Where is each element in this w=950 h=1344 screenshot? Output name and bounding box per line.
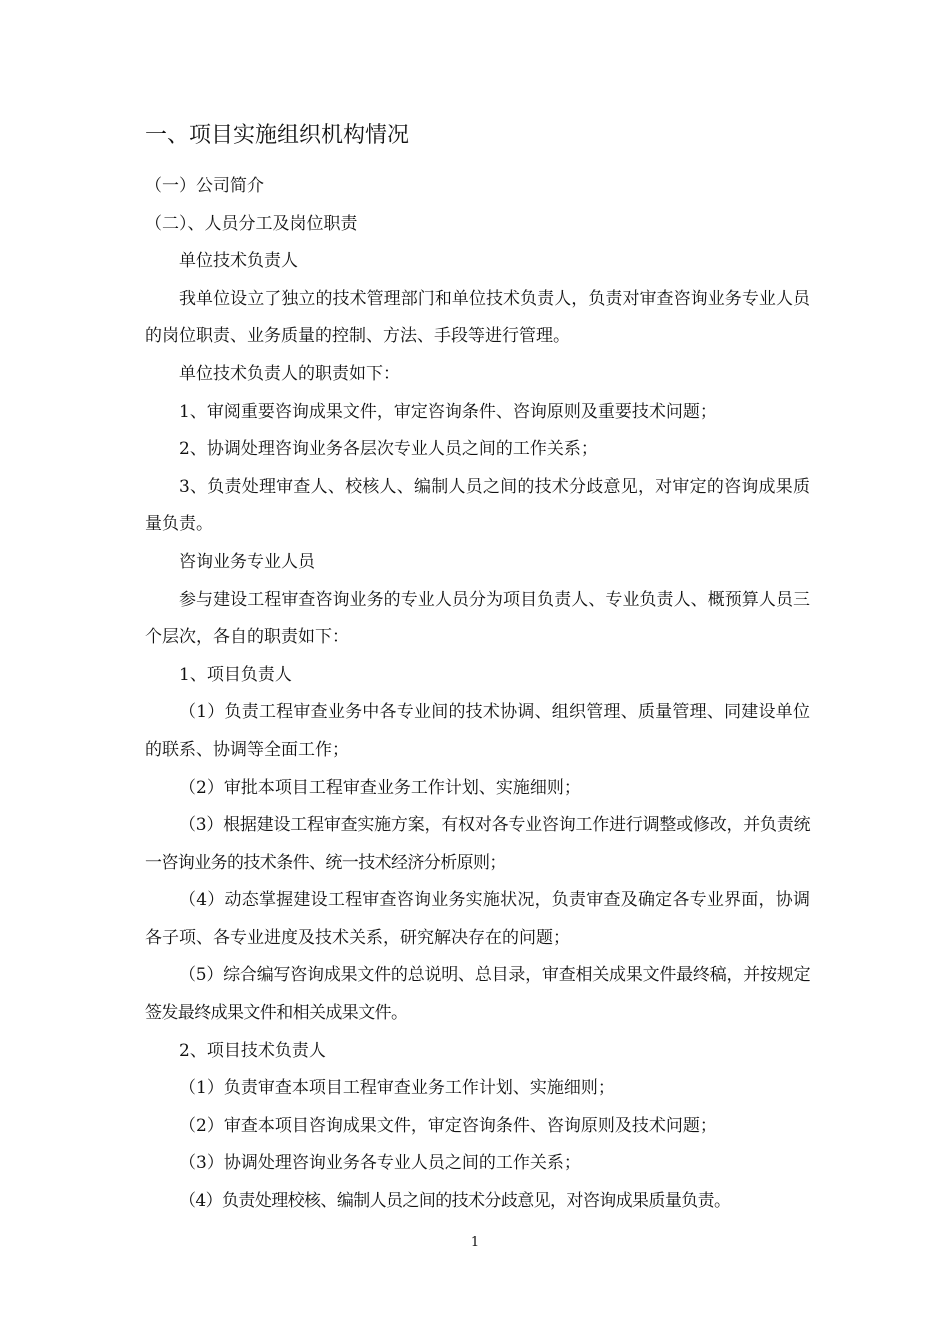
list-item-unit-duty-2: 2、协调处理咨询业务各层次专业人员之间的工作关系； bbox=[179, 439, 598, 460]
list-item-tech-lead-duty-3: （3）协调处理咨询业务各专业人员之间的工作关系； bbox=[179, 1153, 581, 1174]
list-heading-project-lead: 1、项目负责人 bbox=[179, 664, 292, 685]
role-title-consulting-staff: 咨询业务专业人员 bbox=[179, 551, 315, 572]
list-item-project-lead-duty-1: （1）负责工程审查业务中各专业间的技术协调、组织管理、质量管理、同建设单位的联系、协调等全面工作； bbox=[145, 702, 810, 760]
list-item-project-lead-duty-3: （3）根据建设工程审查实施方案，有权对各专业咨询工作进行调整或修改，并负责统一咨询业务的技术条件、统一技术经济分析原则； bbox=[145, 815, 810, 873]
list-heading-project-tech-lead: 2、项目技术负责人 bbox=[179, 1040, 326, 1061]
paragraph-unit-tech-lead-intro: 我单位设立了独立的技术管理部门和单位技术负责人，负责对审查咨询业务专业人员的岗位职责、业务质量的控制、方法、手段等进行管理。 bbox=[145, 288, 810, 347]
list-item-tech-lead-duty-2: （2）审查本项目咨询成果文件，审定咨询条件、咨询原则及技术问题； bbox=[179, 1115, 717, 1136]
list-item-project-lead-duty-5: （5）综合编写咨询成果文件的总说明、总目录，审查相关成果文件最终稿，并按规定签发最终成果文件和相关成果文件。 bbox=[145, 965, 810, 1024]
paragraph-duties-heading: 单位技术负责人的职责如下： bbox=[179, 363, 400, 384]
role-title-unit-tech-lead: 单位技术负责人 bbox=[179, 251, 298, 272]
section-heading: 一、项目实施组织机构情况 bbox=[145, 123, 410, 148]
list-item-project-lead-duty-4: （4）动态掌握建设工程审查咨询业务实施状况，负责审查及确定各专业界面，协调各子项、各专业进度及技术关系，研究解决存在的问题； bbox=[145, 890, 810, 948]
paragraph-consulting-staff-intro: 参与建设工程审查咨询业务的专业人员分为项目负责人、专业负责人、概预算人员三个层次，各自的职责如下： bbox=[145, 589, 810, 648]
page-number: 1 bbox=[470, 1235, 480, 1250]
list-item-unit-duty-3: 3、负责处理审查人、校核人、编制人员之间的技术分歧意见，对审定的咨询成果质量负责。 bbox=[145, 476, 810, 535]
subsection-company-intro: （一）公司简介 bbox=[145, 176, 264, 196]
subsection-staff-duties: （二）、人员分工及岗位职责 bbox=[145, 213, 358, 234]
list-item-tech-lead-duty-4: （4）负责处理校核、编制人员之间的技术分歧意见，对咨询成果质量负责。 bbox=[179, 1191, 731, 1212]
document-body bbox=[145, 168, 810, 1221]
list-item-tech-lead-duty-1: （1）负责审查本项目工程审查业务工作计划、实施细则； bbox=[179, 1078, 615, 1099]
list-item-unit-duty-1: 1、审阅重要咨询成果文件，审定咨询条件、咨询原则及重要技术问题； bbox=[179, 401, 717, 422]
list-item-project-lead-duty-2: （2）审批本项目工程审查业务工作计划、实施细则； bbox=[179, 777, 581, 798]
